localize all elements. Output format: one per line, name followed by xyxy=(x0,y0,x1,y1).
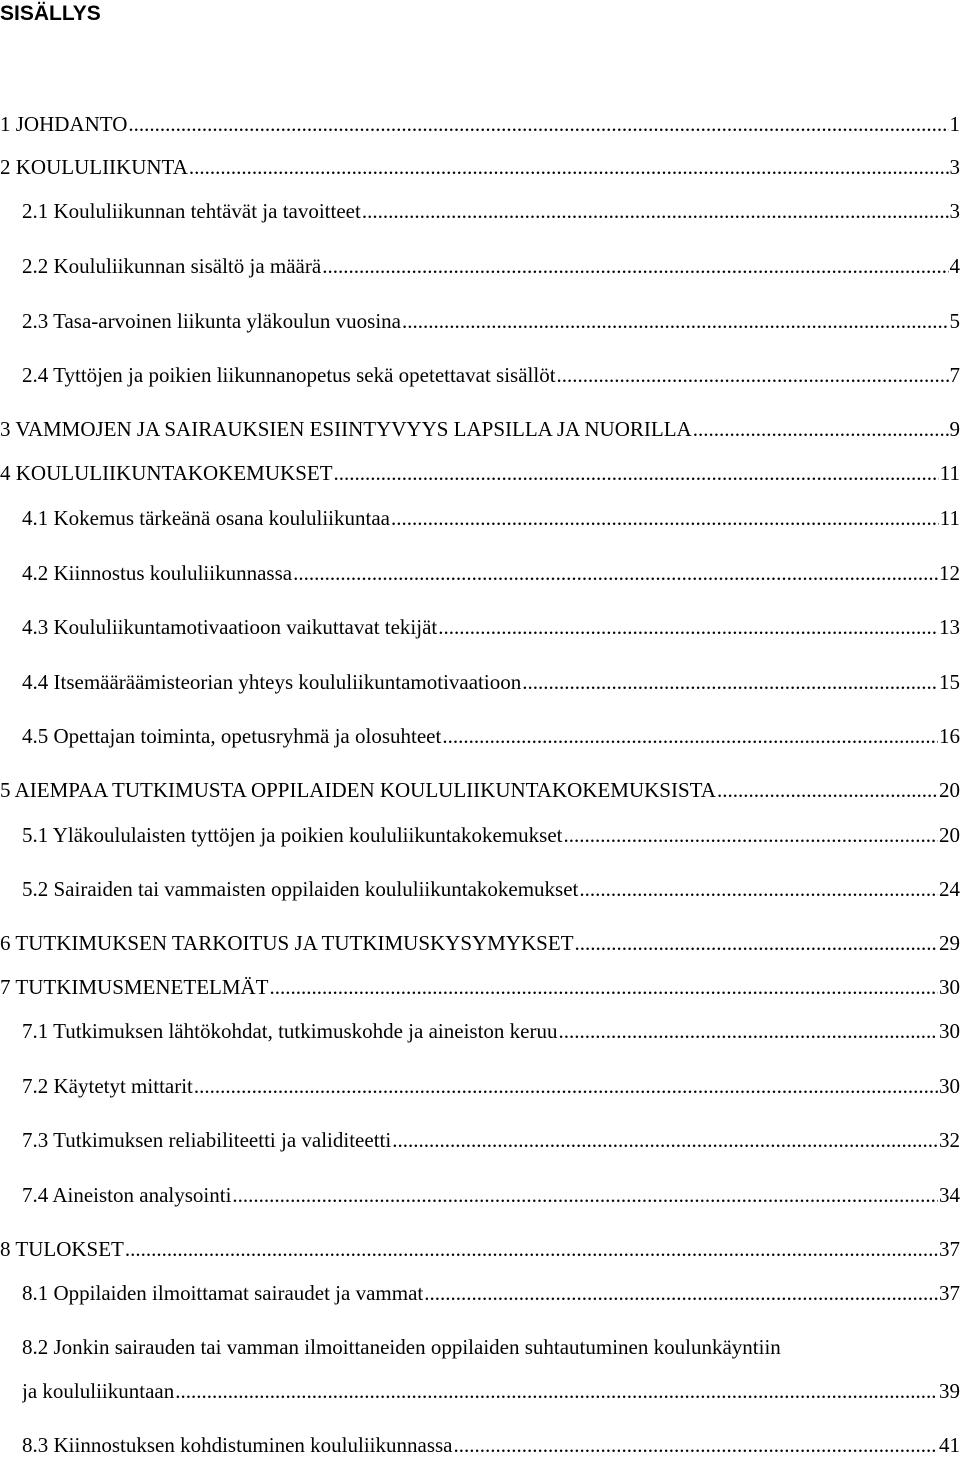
dot-leader xyxy=(390,504,939,532)
toc-entry[interactable] xyxy=(0,153,960,181)
dot-leader xyxy=(716,776,938,804)
toc-entry-page: 37 xyxy=(938,1235,960,1263)
dot-leader xyxy=(401,307,949,335)
toc-entry-page: 29 xyxy=(938,929,960,957)
toc-entry-page: 1 xyxy=(949,110,960,138)
toc-entry[interactable] xyxy=(0,110,960,138)
toc-entry-title: 8.3 Kiinnostuksen kohdistuminen koululiikunnassa xyxy=(22,1431,453,1459)
toc-entry-title: 4.5 Opettajan toiminta, opetusryhmä ja olosuhteet xyxy=(22,722,441,750)
toc-entry-page: 5 xyxy=(949,307,960,335)
toc-entry-page: 37 xyxy=(938,1279,960,1307)
toc-entry-title: 7.2 Käytetyt mittarit xyxy=(22,1072,193,1100)
dot-leader xyxy=(557,1017,938,1045)
dot-leader xyxy=(453,1431,939,1459)
toc-entry[interactable] xyxy=(22,668,960,696)
toc-entry-title: 5.2 Sairaiden tai vammaisten oppilaiden koululiikuntakokemukset xyxy=(22,875,578,903)
toc-entry-title: 2.2 Koululiikunnan sisältö ja määrä xyxy=(22,252,321,280)
toc-entry[interactable] xyxy=(0,929,960,957)
toc-entry[interactable] xyxy=(22,821,960,849)
toc-entry[interactable] xyxy=(22,307,960,335)
toc-entry-page: 30 xyxy=(938,973,960,1001)
toc-entry-page: 34 xyxy=(938,1181,960,1209)
toc-entry-page: 41 xyxy=(938,1431,960,1459)
toc-entry[interactable] xyxy=(22,613,960,641)
dot-leader xyxy=(423,1279,938,1307)
dot-leader xyxy=(127,110,948,138)
toc-entry-title: 8.1 Oppilaiden ilmoittamat sairaudet ja vammat xyxy=(22,1279,423,1307)
toc-entry-title: 2 KOULULIIKUNTA xyxy=(0,153,188,181)
toc-entry-first-line[interactable]: 8.2 Jonkin sairauden tai vamman ilmoittaneiden oppilaiden suhtautuminen koulunkäyntiin xyxy=(22,1333,781,1361)
dot-leader xyxy=(321,252,948,280)
toc-entry-title: 4 KOULULIIKUNTAKOKEMUKSET xyxy=(0,459,333,487)
toc-entry[interactable] xyxy=(22,1072,960,1100)
toc-entry-page: 30 xyxy=(938,1072,960,1100)
toc-entry-title: 4.2 Kiinnostus koululiikunnassa xyxy=(22,559,292,587)
toc-entry[interactable] xyxy=(22,504,960,532)
dot-leader xyxy=(562,821,938,849)
toc-entry-page: 12 xyxy=(938,559,960,587)
dot-leader xyxy=(556,361,949,389)
toc-entry-page: 11 xyxy=(939,459,960,487)
toc-entry[interactable] xyxy=(22,361,960,389)
toc-entry-title: 5.1 Yläkoululaisten tyttöjen ja poikien koululiikuntakokemukset xyxy=(22,821,562,849)
toc-entry-title: 4.3 Koululiikuntamotivaatioon vaikuttavat tekijät xyxy=(22,613,437,641)
toc-entry[interactable] xyxy=(22,1017,960,1045)
toc-entry[interactable] xyxy=(22,252,960,280)
toc-entry[interactable] xyxy=(22,875,960,903)
toc-entry-title: 3 VAMMOJEN JA SAIRAUKSIEN ESIINTYVYYS LAPSILLA JA NUORILLA xyxy=(0,415,692,443)
toc-entry[interactable] xyxy=(22,197,960,225)
dot-leader xyxy=(574,929,938,957)
toc-entry[interactable] xyxy=(22,722,960,750)
dot-leader xyxy=(578,875,938,903)
toc-entry-title: 7 TUTKIMUSMENETELMÄT xyxy=(0,973,269,1001)
dot-leader xyxy=(231,1181,938,1209)
dot-leader xyxy=(391,1126,938,1154)
toc-entry-title: 2.3 Tasa-arvoinen liikunta yläkoulun vuosina xyxy=(22,307,401,335)
toc-entry-page: 16 xyxy=(938,722,960,750)
toc-entry-title: 1 JOHDANTO xyxy=(0,110,127,138)
toc-entry-page: 7 xyxy=(949,361,960,389)
toc-entry[interactable] xyxy=(22,1181,960,1209)
dot-leader xyxy=(188,153,949,181)
toc-entry[interactable] xyxy=(0,776,960,804)
dot-leader xyxy=(441,722,938,750)
toc-entry[interactable] xyxy=(22,1431,960,1459)
toc-entry[interactable] xyxy=(0,459,960,487)
toc-entry-page: 20 xyxy=(938,821,960,849)
dot-leader xyxy=(174,1377,938,1405)
toc-entry[interactable] xyxy=(0,1235,960,1263)
dot-leader xyxy=(437,613,938,641)
toc-entry-title: 2.4 Tyttöjen ja poikien liikunnanopetus sekä opetettavat sisällöt xyxy=(22,361,556,389)
dot-leader xyxy=(692,415,949,443)
toc-entry-page: 3 xyxy=(949,153,960,181)
toc-entry-title: 5 AIEMPAA TUTKIMUSTA OPPILAIDEN KOULULIIKUNTAKOKEMUKSISTA xyxy=(0,776,716,804)
toc-entry-page: 39 xyxy=(938,1377,960,1405)
toc-entry-page: 30 xyxy=(938,1017,960,1045)
toc-entry-title: 2.1 Koululiikunnan tehtävät ja tavoitteet xyxy=(22,197,361,225)
toc-entry-page: 3 xyxy=(949,197,960,225)
toc-entry-page: 4 xyxy=(949,252,960,280)
toc-entry-page: 24 xyxy=(938,875,960,903)
dot-leader xyxy=(269,973,938,1001)
toc-entry-page: 13 xyxy=(938,613,960,641)
toc-entry[interactable] xyxy=(22,559,960,587)
toc-entry-title: ja koululiikuntaan xyxy=(22,1377,174,1405)
dot-leader xyxy=(333,459,939,487)
toc-entry-title: 8 TULOKSET xyxy=(0,1235,124,1263)
toc-entry-page: 15 xyxy=(938,668,960,696)
toc-entry[interactable] xyxy=(22,1279,960,1307)
dot-leader xyxy=(193,1072,938,1100)
toc-entry-title: 6 TUTKIMUKSEN TARKOITUS JA TUTKIMUSKYSYMYKSET xyxy=(0,929,574,957)
dot-leader xyxy=(361,197,949,225)
toc-entry-title: 4.4 Itsemääräämisteorian yhteys koululiikuntamotivaatioon xyxy=(22,668,521,696)
toc-entry-page: 32 xyxy=(938,1126,960,1154)
dot-leader xyxy=(292,559,938,587)
toc-heading: SISÄLLYS xyxy=(0,0,101,28)
toc-entry-title: 7.3 Tutkimuksen reliabiliteetti ja validiteetti xyxy=(22,1126,391,1154)
toc-entry[interactable] xyxy=(0,973,960,1001)
dot-leader xyxy=(124,1235,938,1263)
toc-entry-title: 7.4 Aineiston analysointi xyxy=(22,1181,231,1209)
toc-entry-page: 20 xyxy=(938,776,960,804)
toc-entry[interactable] xyxy=(22,1126,960,1154)
toc-entry-page: 11 xyxy=(939,504,960,532)
dot-leader xyxy=(521,668,938,696)
toc-entry[interactable] xyxy=(0,415,960,443)
toc-entry[interactable] xyxy=(22,1377,960,1405)
toc-entry-page: 9 xyxy=(949,415,960,443)
toc-entry-title: 7.1 Tutkimuksen lähtökohdat, tutkimuskohde ja aineiston keruu xyxy=(22,1017,557,1045)
toc-entry-title: 4.1 Kokemus tärkeänä osana koululiikuntaa xyxy=(22,504,390,532)
